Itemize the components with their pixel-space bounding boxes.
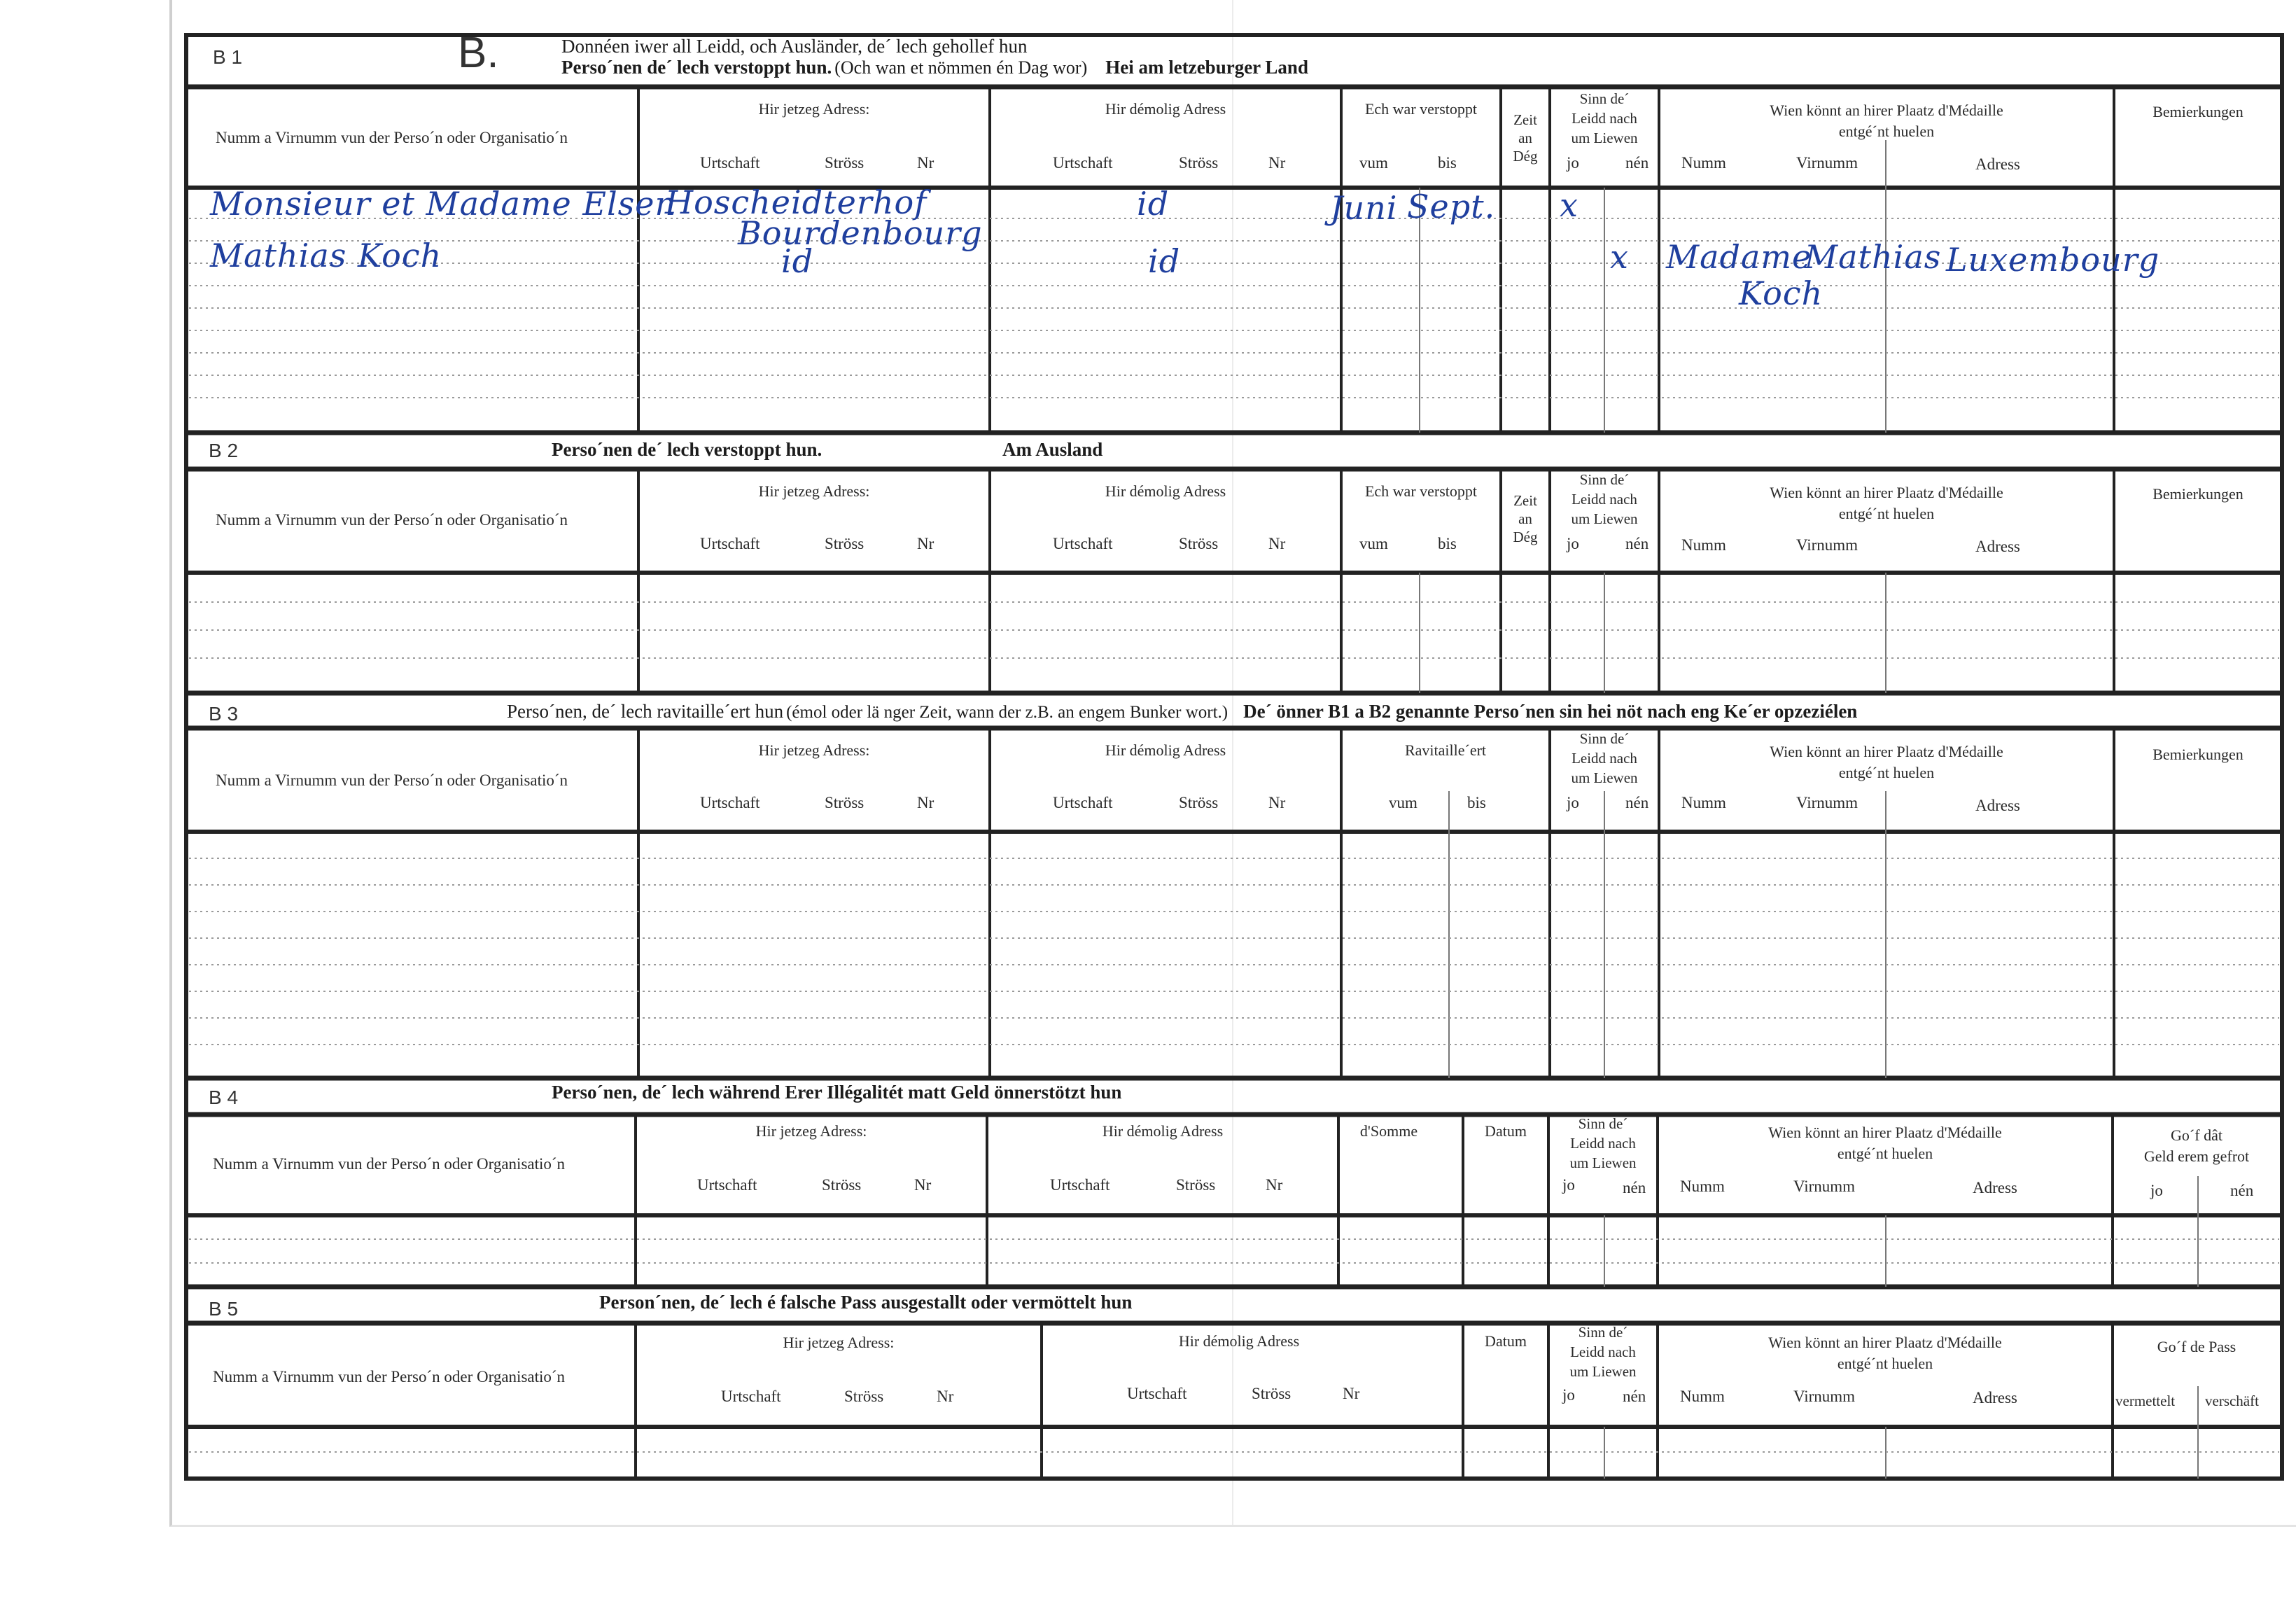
b1-sub-town-old: Urtschaft: [1053, 154, 1113, 172]
b3-col-medal-1: Wien könnt an hirer Plaatz d'Médaille: [1770, 743, 2003, 760]
b5-col-alive-2: Leidd nach: [1570, 1343, 1636, 1360]
b3-title-line: [507, 701, 1857, 722]
b3-col-remarks: Bemierkungen: [2152, 746, 2244, 763]
b5-col-name: Numm a Virnumm vun der Perso´n oder Organisatio´n: [213, 1368, 566, 1385]
b5-col-medal-2: entgé´nt huelen: [1837, 1355, 1933, 1372]
b4-sub-no: nén: [1623, 1179, 1646, 1196]
b5-col-alive-3: um Liewen: [1569, 1363, 1637, 1380]
b1-col-days-2: an: [1518, 130, 1532, 146]
b1-sub-street-old: Ströss: [1179, 154, 1219, 172]
b1-entry2-medal-address: Luxembourg: [1946, 241, 2160, 279]
form-letter: B.: [458, 29, 499, 77]
b3-col-adr-now: Hir jetzeg Adress:: [758, 741, 870, 759]
b5-sub-virnumm: Virnumm: [1793, 1388, 1856, 1405]
b1-sub-nr: Nr: [917, 154, 934, 172]
b1-sub-to: bis: [1438, 154, 1457, 172]
b2-title: Perso´nen de´ lech verstoppt hun.: [552, 439, 822, 460]
b5-sub-sold: verschäft: [2205, 1392, 2259, 1409]
b2-col-name: Numm a Virnumm vun der Perso´n oder Organisatio´n: [216, 511, 568, 529]
b2-sub-nr-old: Nr: [1268, 535, 1286, 552]
b4-title: Perso´nen, de´ lech während Erer Illégalitét matt Geld önnerstötzt hun: [552, 1082, 1122, 1103]
b2-col-alive-1: Sinn de´: [1579, 471, 1630, 488]
b3-title-tail: De´ önner B1 a B2 genannte Perso´nen sin hei nöt nach eng Ke´er opzeziélen: [1243, 701, 1858, 722]
b3-sub-town-old: Urtschaft: [1053, 794, 1113, 811]
b5-sub-street-old: Ströss: [1252, 1385, 1292, 1402]
b3-col-alive-1: Sinn de´: [1579, 730, 1630, 747]
b2-col-days-2: an: [1518, 510, 1532, 527]
b3-title: Perso´nen, de´ lech ravitaille´ert hun: [507, 701, 784, 722]
b4-code: B 4: [209, 1087, 239, 1108]
b4-col-adr-old: Hir démolig Adress: [1102, 1122, 1224, 1140]
b5-sub-street: Ströss: [844, 1388, 884, 1405]
b1-sub-from: vum: [1359, 154, 1388, 172]
b2-col-adr-now: Hir jetzeg Adress:: [758, 482, 870, 500]
b5-sub-mediated: vermettelt: [2115, 1392, 2176, 1409]
b2-sub-numm: Numm: [1681, 536, 1726, 554]
b2-sub-nr: Nr: [917, 535, 934, 552]
b5-code: B 5: [209, 1298, 239, 1320]
b2-title-place: Am Ausland: [1002, 439, 1103, 460]
b3-sub-virnumm: Virnumm: [1796, 794, 1858, 811]
b1-entry2-medal-name: Madame: [1666, 238, 1812, 276]
b1-col-days-1: Zeit: [1513, 111, 1537, 128]
b1-col-alive-1: Sinn de´: [1579, 90, 1630, 107]
b2-code: B 2: [209, 440, 239, 461]
b1-sub-numm: Numm: [1681, 154, 1726, 172]
b5-sub-town-old: Urtschaft: [1127, 1385, 1187, 1402]
b4-col-adr-now: Hir jetzeg Adress:: [755, 1122, 867, 1140]
b4-col-alive-1: Sinn de´: [1578, 1115, 1628, 1132]
b1-col-adr-old: Hir démolig Adress: [1105, 100, 1226, 118]
b1-entry1-name: Monsieur et Madame Elsen: [210, 185, 677, 223]
b2-sub-town: Urtschaft: [700, 535, 760, 552]
b1-col-alive-3: um Liewen: [1571, 130, 1638, 146]
b1-col-remarks: Bemierkungen: [2152, 103, 2244, 120]
b2-col-alive-2: Leidd nach: [1572, 491, 1637, 508]
b1-sub-no: nén: [1625, 154, 1649, 172]
b4-sub-nr-old: Nr: [1266, 1176, 1283, 1194]
b3-col-alive-2: Leidd nach: [1572, 750, 1637, 767]
b1-sub-nr-old: Nr: [1268, 154, 1286, 172]
b1-col-medal-1: Wien könnt an hirer Plaatz d'Médaille: [1770, 102, 2003, 119]
b2-sub-from: vum: [1359, 535, 1388, 552]
b2-sub-street: Ströss: [825, 535, 864, 552]
b1-entry1-alive: x: [1560, 186, 1578, 224]
b4-sub-money-no: nén: [2230, 1182, 2254, 1199]
b4-col-money-1: Go´f dât: [2171, 1126, 2222, 1144]
b1-code: B 1: [213, 46, 243, 68]
b4-col-medal-2: entgé´nt huelen: [1837, 1145, 1933, 1162]
b3-col-supplied: Ravitaille´ert: [1404, 741, 1487, 759]
b2-sub-yes: jo: [1567, 535, 1579, 552]
b1-col-name: Numm a Virnumm vun der Perso´n oder Organisatio´n: [216, 129, 568, 146]
b3-sub-nr-old: Nr: [1268, 794, 1286, 811]
b2-sub-to: bis: [1438, 535, 1457, 552]
b5-col-medal-1: Wien könnt an hirer Plaatz d'Médaille: [1768, 1334, 2002, 1351]
form-header-bold: Perso´nen de´ lech verstoppt hun.: [561, 57, 832, 78]
b4-sub-street: Ströss: [822, 1176, 862, 1194]
b5-col-alive-1: Sinn de´: [1578, 1324, 1628, 1341]
b1-entry2-medal-first: Mathias: [1805, 238, 1942, 276]
form-header-place: Hei am letzeburger Land: [1105, 57, 1308, 78]
b2-sub-virnumm: Virnumm: [1796, 536, 1858, 554]
b3-sub-from: vum: [1389, 794, 1418, 811]
b1-entry1-now-2: Bourdenbourg: [738, 214, 983, 252]
b1-col-days-3: Dég: [1513, 148, 1538, 165]
b1-sub-adress: Adress: [1975, 155, 2020, 173]
b2-sub-street-old: Ströss: [1179, 535, 1219, 552]
b3-sub-yes: jo: [1567, 794, 1579, 811]
b2-col-hidden: Ech war verstoppt: [1364, 482, 1478, 500]
form-header-line1: Donnéen iwer all Leidd, och Ausländer, de´ lech gehollef hun: [561, 36, 1028, 57]
b1-entry2-old: id: [1148, 242, 1181, 280]
b4-sub-adress: Adress: [1973, 1179, 2017, 1196]
b3-col-medal-2: entgé´nt huelen: [1838, 764, 1935, 781]
b5-col-adr-now: Hir jetzeg Adress:: [783, 1334, 895, 1351]
b5-col-pass: Go´f de Pass: [2157, 1338, 2236, 1355]
b1-entry2-name: Mathias Koch: [210, 237, 442, 274]
b3-sub-to: bis: [1467, 794, 1486, 811]
b3-sub-town: Urtschaft: [700, 794, 760, 811]
b4-col-name: Numm a Virnumm vun der Perso´n oder Organisatio´n: [213, 1155, 566, 1173]
b1-col-hidden: Ech war verstoppt: [1364, 100, 1478, 118]
b5-sub-no: nén: [1623, 1388, 1646, 1405]
b3-col-alive-3: um Liewen: [1571, 769, 1638, 786]
b1-entry1-from: Juni: [1330, 189, 1398, 227]
b2-sub-town-old: Urtschaft: [1053, 535, 1113, 552]
b2-sub-adress: Adress: [1975, 538, 2020, 555]
b3-sub-adress: Adress: [1975, 797, 2020, 814]
b1-entry1-old: id: [1137, 185, 1170, 223]
b5-col-date: Datum: [1485, 1332, 1527, 1350]
b1-col-adr-now: Hir jetzeg Adress:: [758, 100, 870, 118]
b2-col-adr-old: Hir démolig Adress: [1105, 482, 1226, 500]
b3-title-note: (émol oder lä nger Zeit, wann der z.B. an engem Bunker wort.): [786, 703, 1228, 722]
b4-col-alive-2: Leidd nach: [1570, 1135, 1636, 1152]
b1-entry2-now: id: [781, 242, 814, 280]
b4-sub-town-old: Urtschaft: [1050, 1176, 1110, 1194]
b1-col-medal-2: entgé´nt huelen: [1838, 123, 1935, 140]
form-header-note: (Och wan et nömmen én Dag wor): [834, 57, 1088, 78]
b1-sub-virnumm: Virnumm: [1796, 154, 1858, 172]
b5-title: Person´nen, de´ lech é falsche Pass ausgestallt oder vermöttelt hun: [599, 1292, 1133, 1313]
b1-col-alive-2: Leidd nach: [1572, 110, 1637, 127]
b1-sub-street: Ströss: [825, 154, 864, 172]
b1-entry2-dead: x: [1610, 238, 1629, 276]
b4-col-money-2: Geld erem gefrot: [2143, 1147, 2250, 1165]
b2-col-alive-3: um Liewen: [1571, 510, 1638, 527]
b4-sub-money-yes: jo: [2150, 1182, 2163, 1199]
b3-sub-street-old: Ströss: [1179, 794, 1219, 811]
b3-sub-street: Ströss: [825, 794, 864, 811]
b4-sub-town: Urtschaft: [697, 1176, 757, 1194]
b3-sub-numm: Numm: [1681, 794, 1726, 811]
b1-entry2-medal-first-2: Koch: [1739, 274, 1823, 312]
b2-col-remarks: Bemierkungen: [2152, 485, 2244, 503]
b5-sub-yes: jo: [1562, 1386, 1575, 1404]
b2-col-medal-1: Wien könnt an hirer Plaatz d'Médaille: [1770, 484, 2003, 501]
b4-sub-numm: Numm: [1680, 1178, 1725, 1195]
b5-sub-numm: Numm: [1680, 1388, 1725, 1405]
b5-col-adr-old: Hir démolig Adress: [1178, 1332, 1300, 1350]
b4-col-medal-1: Wien könnt an hirer Plaatz d'Médaille: [1768, 1124, 2002, 1141]
b3-col-name: Numm a Virnumm vun der Perso´n oder Organisatio´n: [216, 771, 568, 789]
b4-col-alive-3: um Liewen: [1569, 1154, 1637, 1171]
b4-sub-virnumm: Virnumm: [1793, 1178, 1856, 1195]
b4-col-date: Datum: [1485, 1122, 1527, 1140]
b1-sub-town: Urtschaft: [700, 154, 760, 172]
b3-sub-nr: Nr: [917, 794, 934, 811]
b3-col-adr-old: Hir démolig Adress: [1105, 741, 1226, 759]
b1-entry1-now: Hoscheidterhof: [665, 183, 927, 221]
b5-sub-town: Urtschaft: [721, 1388, 781, 1405]
form-header-line2: [561, 57, 1308, 78]
b2-col-medal-2: entgé´nt huelen: [1838, 505, 1935, 522]
b1-entry1-to: Sept.: [1407, 188, 1496, 225]
b5-sub-nr-old: Nr: [1343, 1385, 1360, 1402]
b3-sub-no: nén: [1625, 794, 1649, 811]
b1-sub-yes: jo: [1567, 154, 1579, 172]
b2-col-days-3: Dég: [1513, 529, 1538, 545]
b4-sub-nr: Nr: [914, 1176, 932, 1194]
b4-sub-street-old: Ströss: [1176, 1176, 1216, 1194]
b2-col-days-1: Zeit: [1513, 492, 1537, 509]
b5-sub-adress: Adress: [1973, 1389, 2017, 1406]
b4-sub-yes: jo: [1562, 1176, 1575, 1194]
b2-sub-no: nén: [1625, 535, 1649, 552]
b3-code: B 3: [209, 703, 239, 725]
b4-col-sum: d'Somme: [1359, 1122, 1418, 1140]
b5-sub-nr: Nr: [937, 1388, 954, 1405]
